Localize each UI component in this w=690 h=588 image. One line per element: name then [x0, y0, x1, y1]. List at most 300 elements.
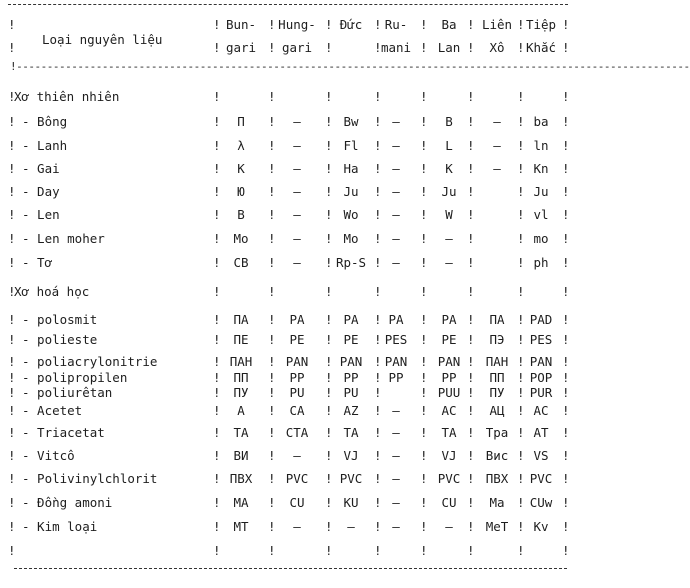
code-cell: PA — [343, 312, 359, 327]
code-cell: – — [392, 519, 400, 534]
column-border-mark: ! — [467, 519, 475, 534]
code-cell: Rp-S — [335, 255, 367, 270]
code-cell: PVC — [529, 471, 553, 486]
code-cell: Fl — [343, 138, 359, 153]
column-border-mark: ! — [517, 161, 525, 176]
code-cell: Ju — [441, 184, 457, 199]
code-cell: ПУ — [489, 385, 505, 400]
column-border-mark: ! — [325, 207, 333, 222]
column-border-mark: ! — [467, 312, 475, 327]
column-border-mark: ! — [517, 332, 525, 347]
column-border-mark: ! — [420, 161, 428, 176]
column-border-mark: ! — [420, 448, 428, 463]
material-name: - polipropilen — [22, 370, 128, 385]
code-cell: CU — [289, 495, 305, 510]
column-border-mark: ! — [213, 543, 221, 558]
code-cell: PP — [289, 370, 305, 385]
code-cell: TA — [343, 425, 359, 440]
row-border-mark: ! — [8, 114, 16, 129]
column-border-mark: ! — [467, 17, 475, 32]
column-border-mark: ! — [562, 471, 570, 486]
column-border-mark: ! — [517, 184, 525, 199]
code-cell: PP — [388, 370, 404, 385]
column-border-mark: ! — [562, 370, 570, 385]
code-cell: CB — [233, 255, 249, 270]
code-cell: ПВХ — [229, 471, 253, 486]
code-cell: PAN — [285, 354, 309, 369]
code-cell: Ha — [343, 161, 359, 176]
material-name: - Gai — [22, 161, 60, 176]
row-border-mark: ! — [8, 519, 16, 534]
column-border-mark: ! — [467, 184, 475, 199]
material-name: - Vitcô — [22, 448, 75, 463]
row-border-mark: ! — [8, 89, 16, 104]
column-border-mark: ! — [268, 448, 276, 463]
row-border-mark: ! — [8, 231, 16, 246]
row-border-mark: ! — [8, 495, 16, 510]
material-name: - Len — [22, 207, 60, 222]
column-border-mark: ! — [213, 161, 221, 176]
column-border-mark: ! — [420, 284, 428, 299]
column-border-mark: ! — [374, 231, 382, 246]
column-border-mark: ! — [420, 138, 428, 153]
code-cell: ln — [533, 138, 549, 153]
code-cell: K — [445, 161, 453, 176]
column-border-mark: ! — [467, 161, 475, 176]
code-cell: – — [392, 207, 400, 222]
column-border-mark: ! — [420, 312, 428, 327]
code-cell: ba — [533, 114, 549, 129]
section-title: Xơ thiên nhiên — [14, 89, 120, 104]
column-border-mark: ! — [562, 332, 570, 347]
row-border-mark: ! — [8, 312, 16, 327]
code-cell: – — [347, 519, 355, 534]
column-border-mark: ! — [517, 403, 525, 418]
column-border-mark: ! — [562, 448, 570, 463]
column-border-mark: ! — [325, 471, 333, 486]
code-cell: PUR — [529, 385, 553, 400]
code-cell: PVC — [339, 471, 363, 486]
material-name: - Day — [22, 184, 60, 199]
code-cell: ПЭ — [489, 332, 505, 347]
code-cell: Kn — [533, 161, 549, 176]
column-border-mark: ! — [374, 403, 382, 418]
row-border-mark: ! — [8, 284, 16, 299]
column-border-mark: ! — [325, 312, 333, 327]
column-border-mark: ! — [562, 312, 570, 327]
column-border-mark: ! — [268, 207, 276, 222]
column-border-mark: ! — [467, 425, 475, 440]
column-border-mark: ! — [213, 312, 221, 327]
column-border-mark: ! — [213, 403, 221, 418]
column-border-mark: ! — [517, 495, 525, 510]
column-border-mark: ! — [467, 354, 475, 369]
code-cell: PU — [289, 385, 305, 400]
row-border-mark: ! — [8, 370, 16, 385]
column-border-mark: ! — [420, 207, 428, 222]
material-name: - Kim loại — [22, 519, 98, 534]
code-cell: W — [445, 207, 453, 222]
column-border-mark: ! — [325, 370, 333, 385]
column-border-mark: ! — [517, 40, 525, 55]
code-cell: ПВХ — [485, 471, 509, 486]
column-border-mark: ! — [467, 114, 475, 129]
column-border-mark: ! — [562, 495, 570, 510]
column-border-mark: ! — [420, 231, 428, 246]
column-border-mark: ! — [517, 114, 525, 129]
column-border-mark: ! — [420, 495, 428, 510]
code-cell: – — [392, 495, 400, 510]
column-border-mark: ! — [268, 161, 276, 176]
column-border-mark: ! — [325, 255, 333, 270]
column-border-mark: ! — [213, 231, 221, 246]
code-cell: MA — [233, 495, 249, 510]
code-cell: – — [293, 184, 301, 199]
code-cell: PES — [384, 332, 408, 347]
column-header-bottom: gari — [225, 40, 257, 55]
code-cell: – — [293, 448, 301, 463]
column-border-mark: ! — [213, 471, 221, 486]
code-cell: mo — [533, 231, 549, 246]
row-border-mark: ! — [8, 471, 16, 486]
column-border-mark: ! — [268, 89, 276, 104]
column-border-mark: ! — [420, 184, 428, 199]
top-border — [8, 4, 568, 5]
code-cell: ПП — [489, 370, 505, 385]
column-border-mark: ! — [213, 448, 221, 463]
code-cell: – — [392, 138, 400, 153]
column-border-mark: ! — [562, 519, 570, 534]
column-border-mark: ! — [374, 448, 382, 463]
code-cell: ПАН — [229, 354, 253, 369]
column-border-mark: ! — [325, 284, 333, 299]
column-border-mark: ! — [268, 354, 276, 369]
column-header-top: Hung- — [278, 17, 316, 32]
code-cell: TA — [441, 425, 457, 440]
column-border-mark: ! — [268, 471, 276, 486]
row-border-mark: ! — [8, 40, 16, 55]
column-border-mark: ! — [213, 385, 221, 400]
code-cell: Mo — [343, 231, 359, 246]
material-name: - Đồng amoni — [22, 495, 113, 510]
column-border-mark: ! — [325, 403, 333, 418]
column-border-mark: ! — [268, 403, 276, 418]
column-header-bottom: Lan — [437, 40, 461, 55]
code-cell: PA — [289, 312, 305, 327]
code-cell: A — [237, 403, 245, 418]
column-border-mark: ! — [325, 354, 333, 369]
bottom-border — [14, 568, 567, 569]
column-border-mark: ! — [467, 495, 475, 510]
code-cell: MT — [233, 519, 249, 534]
column-border-mark: ! — [517, 543, 525, 558]
column-border-mark: ! — [467, 89, 475, 104]
column-border-mark: ! — [562, 284, 570, 299]
code-cell: PVC — [285, 471, 309, 486]
column-border-mark: ! — [213, 17, 221, 32]
column-border-mark: ! — [374, 89, 382, 104]
column-border-mark: ! — [213, 138, 221, 153]
column-border-mark: ! — [420, 255, 428, 270]
column-border-mark: ! — [268, 40, 276, 55]
code-cell: ПА — [489, 312, 505, 327]
column-border-mark: ! — [517, 207, 525, 222]
code-cell: PVC — [437, 471, 461, 486]
code-cell: – — [493, 161, 501, 176]
column-header-top: Ru- — [384, 17, 408, 32]
material-name: - Acetet — [22, 403, 83, 418]
column-border-mark: ! — [517, 312, 525, 327]
column-border-mark: ! — [517, 284, 525, 299]
column-border-mark: ! — [562, 354, 570, 369]
code-cell: PAN — [339, 354, 363, 369]
column-border-mark: ! — [213, 425, 221, 440]
column-border-mark: ! — [517, 354, 525, 369]
column-border-mark: ! — [420, 354, 428, 369]
code-cell: Tpa — [485, 425, 509, 440]
code-cell: Bw — [343, 114, 359, 129]
column-border-mark: ! — [420, 40, 428, 55]
code-cell: – — [293, 255, 301, 270]
code-cell: PAD — [529, 312, 553, 327]
column-border-mark: ! — [420, 543, 428, 558]
code-cell: – — [392, 114, 400, 129]
column-border-mark: ! — [268, 332, 276, 347]
column-border-mark: ! — [325, 40, 333, 55]
column-border-mark: ! — [268, 519, 276, 534]
code-cell: CTA — [285, 425, 309, 440]
column-border-mark: ! — [268, 385, 276, 400]
code-cell: L — [445, 138, 453, 153]
column-border-mark: ! — [467, 40, 475, 55]
code-cell: CUw — [529, 495, 553, 510]
column-border-mark: ! — [467, 385, 475, 400]
code-cell: ph — [533, 255, 549, 270]
code-cell: – — [293, 519, 301, 534]
code-cell: Ju — [343, 184, 359, 199]
material-name: - poliacrylonitrie — [22, 354, 158, 369]
column-border-mark: ! — [420, 89, 428, 104]
column-border-mark: ! — [268, 114, 276, 129]
code-cell: PAN — [437, 354, 461, 369]
code-cell: Kv — [533, 519, 549, 534]
column-border-mark: ! — [374, 40, 382, 55]
row-border-mark: ! — [8, 354, 16, 369]
code-cell: – — [493, 138, 501, 153]
column-border-mark: ! — [325, 448, 333, 463]
column-border-mark: ! — [467, 255, 475, 270]
code-cell: – — [392, 425, 400, 440]
column-border-mark: ! — [374, 425, 382, 440]
column-header-bottom: mani — [380, 40, 412, 55]
code-cell: AC — [533, 403, 549, 418]
column-border-mark: ! — [268, 543, 276, 558]
column-border-mark: ! — [562, 231, 570, 246]
column-border-mark: ! — [562, 161, 570, 176]
column-border-mark: ! — [374, 17, 382, 32]
code-cell: PAN — [384, 354, 408, 369]
column-border-mark: ! — [325, 231, 333, 246]
code-cell: MeT — [485, 519, 509, 534]
code-cell: – — [293, 207, 301, 222]
material-name: - Bông — [22, 114, 68, 129]
column-border-mark: ! — [467, 231, 475, 246]
column-border-mark: ! — [374, 161, 382, 176]
column-border-mark: ! — [213, 184, 221, 199]
code-cell: TA — [233, 425, 249, 440]
column-border-mark: ! — [374, 284, 382, 299]
code-cell: PE — [441, 332, 457, 347]
code-cell: – — [293, 138, 301, 153]
column-header-bottom: Khắc — [525, 40, 557, 55]
row-border-mark: ! — [8, 448, 16, 463]
column-border-mark: ! — [325, 332, 333, 347]
column-border-mark: ! — [213, 89, 221, 104]
code-cell: AC — [441, 403, 457, 418]
code-cell: – — [293, 114, 301, 129]
code-cell: Ju — [533, 184, 549, 199]
column-border-mark: ! — [268, 231, 276, 246]
column-border-mark: ! — [213, 40, 221, 55]
code-cell: VJ — [343, 448, 359, 463]
code-cell: П — [237, 114, 245, 129]
code-cell: PAN — [529, 354, 553, 369]
column-border-mark: ! — [562, 114, 570, 129]
column-border-mark: ! — [374, 354, 382, 369]
column-border-mark: ! — [325, 184, 333, 199]
column-border-mark: ! — [374, 370, 382, 385]
column-border-mark: ! — [517, 471, 525, 486]
code-cell: AT — [533, 425, 549, 440]
row-border-mark: ! — [8, 17, 16, 32]
code-cell: AЦ — [489, 403, 505, 418]
material-header: Loại nguyên liệu — [42, 32, 163, 47]
code-cell: PA — [388, 312, 404, 327]
column-border-mark: ! — [213, 332, 221, 347]
code-cell: ПУ — [233, 385, 249, 400]
column-border-mark: ! — [562, 40, 570, 55]
column-border-mark: ! — [213, 519, 221, 534]
column-border-mark: ! — [374, 543, 382, 558]
row-border-mark: ! — [8, 161, 16, 176]
column-border-mark: ! — [562, 17, 570, 32]
column-border-mark: ! — [374, 184, 382, 199]
column-border-mark: ! — [268, 370, 276, 385]
column-border-mark: ! — [467, 207, 475, 222]
column-border-mark: ! — [517, 370, 525, 385]
column-border-mark: ! — [467, 370, 475, 385]
code-cell: – — [445, 519, 453, 534]
row-border-mark: ! — [8, 385, 16, 400]
code-cell: – — [293, 231, 301, 246]
column-border-mark: ! — [325, 495, 333, 510]
code-cell: – — [392, 184, 400, 199]
column-border-mark: ! — [420, 332, 428, 347]
code-cell: – — [493, 114, 501, 129]
column-border-mark: ! — [325, 89, 333, 104]
code-cell: Bис — [485, 448, 509, 463]
material-name: - Triacetat — [22, 425, 105, 440]
code-cell: – — [392, 161, 400, 176]
column-border-mark: ! — [325, 385, 333, 400]
row-border-mark: ! — [8, 543, 16, 558]
column-border-mark: ! — [517, 255, 525, 270]
code-cell: Wo — [343, 207, 359, 222]
column-border-mark: ! — [374, 312, 382, 327]
column-border-mark: ! — [325, 519, 333, 534]
section-title: Xơ hoá học — [14, 284, 90, 299]
code-cell: PE — [343, 332, 359, 347]
code-cell: PES — [529, 332, 553, 347]
material-name: - Polivinylchlorit — [22, 471, 158, 486]
column-border-mark: ! — [325, 161, 333, 176]
row-border-mark: ! — [8, 184, 16, 199]
column-border-mark: ! — [420, 385, 428, 400]
column-header-top: Liên — [481, 17, 513, 32]
column-border-mark: ! — [268, 495, 276, 510]
column-border-mark: ! — [374, 471, 382, 486]
row-border-mark: ! — [8, 403, 16, 418]
column-border-mark: ! — [562, 425, 570, 440]
code-cell: Ю — [237, 184, 245, 199]
column-border-mark: ! — [374, 138, 382, 153]
material-name: - polosmit — [22, 312, 98, 327]
column-border-mark: ! — [467, 448, 475, 463]
column-border-mark: ! — [213, 370, 221, 385]
code-cell: CU — [441, 495, 457, 510]
column-border-mark: ! — [562, 207, 570, 222]
column-border-mark: ! — [517, 231, 525, 246]
row-border-mark: ! — [8, 207, 16, 222]
column-border-mark: ! — [213, 284, 221, 299]
code-cell: PP — [441, 370, 457, 385]
column-border-mark: ! — [420, 519, 428, 534]
code-cell: B — [445, 114, 453, 129]
code-cell: vl — [533, 207, 549, 222]
column-border-mark: ! — [420, 425, 428, 440]
column-border-mark: ! — [517, 448, 525, 463]
code-cell: – — [392, 403, 400, 418]
code-cell: ПА — [233, 312, 249, 327]
code-cell: PU — [343, 385, 359, 400]
column-border-mark: ! — [562, 184, 570, 199]
code-cell: K — [237, 161, 245, 176]
code-cell: PE — [289, 332, 305, 347]
code-cell: – — [392, 255, 400, 270]
column-border-mark: ! — [467, 543, 475, 558]
code-cell: ПП — [233, 370, 249, 385]
material-name: - Tơ — [22, 255, 53, 270]
code-cell: Ma — [489, 495, 505, 510]
column-border-mark: ! — [467, 284, 475, 299]
column-border-mark: ! — [562, 403, 570, 418]
code-cell: PA — [441, 312, 457, 327]
column-border-mark: ! — [517, 138, 525, 153]
code-cell: λ — [237, 138, 245, 153]
column-border-mark: ! — [325, 138, 333, 153]
column-border-mark: ! — [517, 519, 525, 534]
code-cell: – — [392, 448, 400, 463]
column-border-mark: ! — [517, 385, 525, 400]
column-border-mark: ! — [467, 403, 475, 418]
code-cell: – — [392, 471, 400, 486]
column-border-mark: ! — [268, 312, 276, 327]
column-border-mark: ! — [562, 89, 570, 104]
column-border-mark: ! — [562, 385, 570, 400]
column-border-mark: ! — [268, 17, 276, 32]
column-border-mark: ! — [420, 370, 428, 385]
column-header-top: Tiệp — [525, 17, 557, 32]
